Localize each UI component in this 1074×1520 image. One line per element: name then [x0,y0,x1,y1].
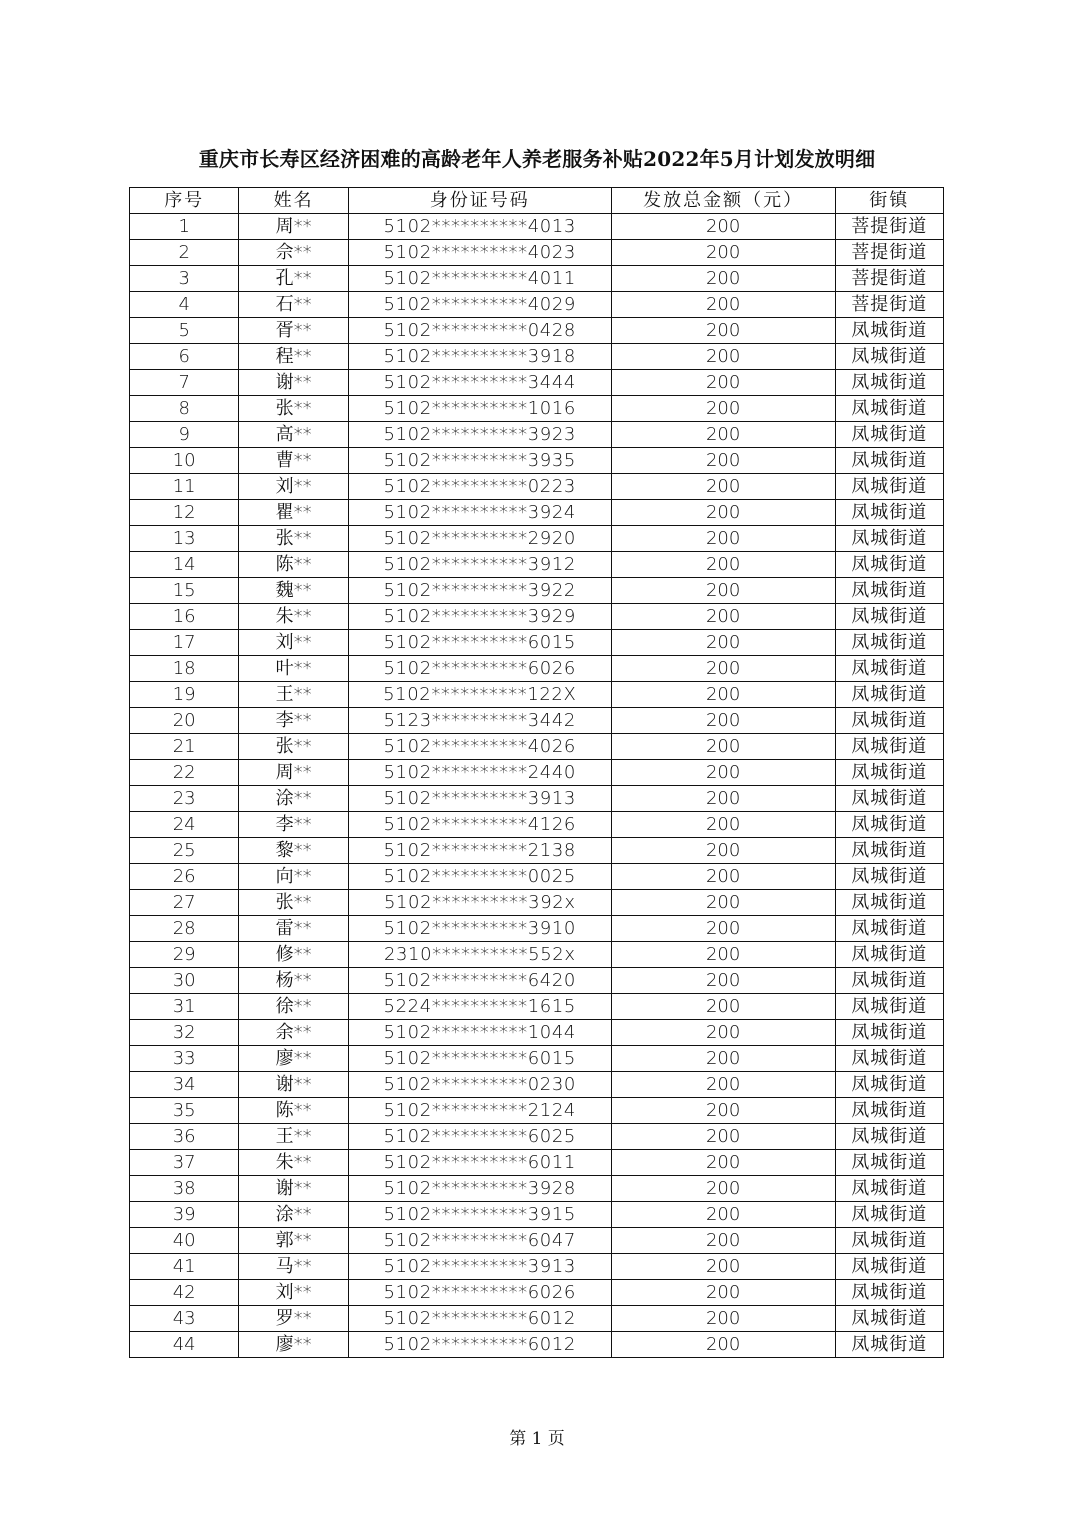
cell-amount: 200 [611,1098,835,1124]
cell-id-number: 5102**********2124 [348,1098,611,1124]
cell-name: 孔** [239,266,348,292]
cell-id-number: 5224**********1615 [348,994,611,1020]
table-row [130,1332,944,1358]
cell-serial-number: 41 [130,1254,239,1280]
cell-street-town: 凤城街道 [835,916,943,942]
table-row [130,760,944,786]
cell-id-number: 5102**********2920 [348,526,611,552]
table-row [130,864,944,890]
cell-amount: 200 [611,474,835,500]
cell-id-number: 5102**********3915 [348,1202,611,1228]
table-row [130,916,944,942]
cell-id-number: 5102**********3918 [348,344,611,370]
cell-id-number: 5102**********122X [348,682,611,708]
table-row [130,266,944,292]
cell-amount: 200 [611,1176,835,1202]
cell-amount: 200 [611,370,835,396]
cell-street-town: 凤城街道 [835,1306,943,1332]
cell-amount: 200 [611,578,835,604]
cell-id-number: 5102**********4126 [348,812,611,838]
cell-amount: 200 [611,214,835,240]
cell-id-number: 5102**********3922 [348,578,611,604]
cell-amount: 200 [611,708,835,734]
cell-street-town: 菩提街道 [835,292,943,318]
table-row [130,396,944,422]
cell-id-number: 5102**********6420 [348,968,611,994]
cell-name: 涂** [239,786,348,812]
cell-name: 李** [239,812,348,838]
cell-serial-number: 17 [130,630,239,656]
cell-amount: 200 [611,760,835,786]
cell-name: 涂** [239,1202,348,1228]
cell-serial-number: 42 [130,1280,239,1306]
cell-name: 叶** [239,656,348,682]
cell-street-town: 凤城街道 [835,526,943,552]
cell-amount: 200 [611,266,835,292]
cell-id-number: 5102**********3923 [348,422,611,448]
cell-name: 廖** [239,1332,348,1358]
cell-name: 高** [239,422,348,448]
cell-serial-number: 30 [130,968,239,994]
cell-id-number: 5102**********6026 [348,1280,611,1306]
cell-serial-number: 32 [130,1020,239,1046]
table-row [130,1254,944,1280]
cell-id-number: 5102**********392x [348,890,611,916]
cell-amount: 200 [611,1306,835,1332]
table-row [130,1306,944,1332]
cell-street-town: 凤城街道 [835,370,943,396]
header-name: 姓名 [239,188,348,214]
cell-amount: 200 [611,1332,835,1358]
cell-street-town: 凤城街道 [835,942,943,968]
cell-amount: 200 [611,630,835,656]
cell-name: 张** [239,890,348,916]
cell-name: 谢** [239,370,348,396]
cell-street-town: 凤城街道 [835,1254,943,1280]
cell-serial-number: 37 [130,1150,239,1176]
cell-id-number: 5102**********2440 [348,760,611,786]
cell-amount: 200 [611,292,835,318]
cell-street-town: 凤城街道 [835,682,943,708]
table-row [130,1072,944,1098]
cell-id-number: 5102**********6025 [348,1124,611,1150]
cell-street-town: 凤城街道 [835,760,943,786]
cell-id-number: 5102**********0223 [348,474,611,500]
table-header-row [130,188,944,214]
cell-street-town: 凤城街道 [835,1176,943,1202]
cell-name: 向** [239,864,348,890]
cell-street-town: 凤城街道 [835,1046,943,1072]
cell-street-town: 凤城街道 [835,656,943,682]
cell-serial-number: 15 [130,578,239,604]
cell-serial-number: 31 [130,994,239,1020]
cell-id-number: 5102**********3910 [348,916,611,942]
cell-id-number: 5102**********0230 [348,1072,611,1098]
cell-serial-number: 33 [130,1046,239,1072]
cell-id-number: 5102**********6012 [348,1306,611,1332]
cell-id-number: 5102**********3929 [348,604,611,630]
cell-serial-number: 14 [130,552,239,578]
table-row [130,214,944,240]
cell-serial-number: 11 [130,474,239,500]
cell-id-number: 5102**********3913 [348,786,611,812]
cell-id-number: 5102**********0428 [348,318,611,344]
cell-serial-number: 13 [130,526,239,552]
cell-street-town: 菩提街道 [835,240,943,266]
cell-id-number: 5102**********6026 [348,656,611,682]
header-serial-number: 序号 [130,188,239,214]
cell-serial-number: 29 [130,942,239,968]
cell-amount: 200 [611,1046,835,1072]
cell-street-town: 凤城街道 [835,552,943,578]
table-row [130,656,944,682]
table-row [130,682,944,708]
cell-name: 张** [239,526,348,552]
table-row [130,526,944,552]
table-row [130,708,944,734]
table-row [130,1280,944,1306]
cell-id-number: 5102**********3913 [348,1254,611,1280]
cell-amount: 200 [611,318,835,344]
cell-amount: 200 [611,916,835,942]
table-row [130,812,944,838]
cell-street-town: 凤城街道 [835,604,943,630]
cell-serial-number: 1 [130,214,239,240]
table-row [130,578,944,604]
cell-amount: 200 [611,890,835,916]
cell-street-town: 凤城街道 [835,1150,943,1176]
cell-serial-number: 44 [130,1332,239,1358]
cell-name: 佘** [239,240,348,266]
cell-amount: 200 [611,1072,835,1098]
cell-street-town: 凤城街道 [835,630,943,656]
page-number: 第 1 页 [509,1429,565,1449]
cell-serial-number: 24 [130,812,239,838]
cell-id-number: 5102**********4029 [348,292,611,318]
table-row [130,240,944,266]
cell-amount: 200 [611,240,835,266]
cell-serial-number: 20 [130,708,239,734]
cell-id-number: 5102**********3924 [348,500,611,526]
cell-name: 张** [239,734,348,760]
cell-serial-number: 25 [130,838,239,864]
cell-street-town: 凤城街道 [835,812,943,838]
cell-amount: 200 [611,344,835,370]
cell-id-number: 5102**********4013 [348,214,611,240]
cell-name: 王** [239,682,348,708]
cell-amount: 200 [611,1228,835,1254]
cell-name: 魏** [239,578,348,604]
header-id-number: 身份证号码 [348,188,611,214]
cell-serial-number: 43 [130,1306,239,1332]
cell-street-town: 凤城街道 [835,708,943,734]
cell-name: 张** [239,396,348,422]
cell-name: 刘** [239,1280,348,1306]
cell-street-town: 凤城街道 [835,864,943,890]
table-row [130,1124,944,1150]
cell-amount: 200 [611,656,835,682]
cell-serial-number: 22 [130,760,239,786]
cell-street-town: 凤城街道 [835,318,943,344]
cell-name: 刘** [239,630,348,656]
cell-street-town: 凤城街道 [835,1202,943,1228]
table-row [130,448,944,474]
cell-serial-number: 26 [130,864,239,890]
cell-name: 雷** [239,916,348,942]
cell-amount: 200 [611,1124,835,1150]
cell-serial-number: 36 [130,1124,239,1150]
cell-street-town: 凤城街道 [835,448,943,474]
cell-id-number: 5102**********6012 [348,1332,611,1358]
cell-serial-number: 39 [130,1202,239,1228]
cell-street-town: 凤城街道 [835,1072,943,1098]
cell-amount: 200 [611,838,835,864]
cell-amount: 200 [611,1202,835,1228]
cell-name: 王** [239,1124,348,1150]
table-row [130,838,944,864]
cell-serial-number: 40 [130,1228,239,1254]
cell-id-number: 5102**********4026 [348,734,611,760]
cell-id-number: 5102**********6015 [348,630,611,656]
cell-serial-number: 6 [130,344,239,370]
cell-street-town: 凤城街道 [835,578,943,604]
header-total-amount: 发放总金额（元） [611,188,835,214]
cell-amount: 200 [611,448,835,474]
table-row [130,344,944,370]
table-row [130,604,944,630]
cell-street-town: 凤城街道 [835,838,943,864]
cell-amount: 200 [611,734,835,760]
cell-serial-number: 9 [130,422,239,448]
cell-serial-number: 16 [130,604,239,630]
cell-amount: 200 [611,500,835,526]
cell-amount: 200 [611,812,835,838]
table-row [130,422,944,448]
table-row [130,1098,944,1124]
cell-street-town: 凤城街道 [835,968,943,994]
cell-street-town: 凤城街道 [835,890,943,916]
cell-serial-number: 5 [130,318,239,344]
cell-serial-number: 27 [130,890,239,916]
table-row [130,370,944,396]
cell-amount: 200 [611,968,835,994]
cell-amount: 200 [611,864,835,890]
cell-street-town: 凤城街道 [835,474,943,500]
cell-amount: 200 [611,1150,835,1176]
cell-serial-number: 18 [130,656,239,682]
table-row [130,292,944,318]
cell-name: 陈** [239,552,348,578]
cell-name: 周** [239,760,348,786]
cell-name: 罗** [239,1306,348,1332]
cell-id-number: 5102**********1044 [348,1020,611,1046]
table-row [130,1020,944,1046]
cell-street-town: 凤城街道 [835,344,943,370]
cell-street-town: 凤城街道 [835,1280,943,1306]
cell-id-number: 5102**********3912 [348,552,611,578]
cell-street-town: 凤城街道 [835,422,943,448]
cell-id-number: 5102**********6015 [348,1046,611,1072]
table-row [130,552,944,578]
cell-street-town: 凤城街道 [835,786,943,812]
cell-name: 谢** [239,1176,348,1202]
cell-street-town: 凤城街道 [835,1332,943,1358]
subsidy-table [129,187,944,1358]
cell-street-town: 凤城街道 [835,396,943,422]
cell-name: 朱** [239,604,348,630]
cell-street-town: 凤城街道 [835,500,943,526]
cell-name: 谢** [239,1072,348,1098]
table-row [130,474,944,500]
cell-serial-number: 3 [130,266,239,292]
cell-id-number: 2310**********552x [348,942,611,968]
cell-id-number: 5102**********6047 [348,1228,611,1254]
cell-amount: 200 [611,396,835,422]
table-row [130,786,944,812]
cell-id-number: 5102**********6011 [348,1150,611,1176]
cell-id-number: 5102**********0025 [348,864,611,890]
table-row [130,968,944,994]
cell-name: 黎** [239,838,348,864]
cell-id-number: 5102**********4011 [348,266,611,292]
cell-serial-number: 21 [130,734,239,760]
cell-serial-number: 19 [130,682,239,708]
table-row [130,1228,944,1254]
cell-name: 曹** [239,448,348,474]
table-row [130,1150,944,1176]
table-row [130,994,944,1020]
cell-amount: 200 [611,682,835,708]
cell-name: 余** [239,1020,348,1046]
cell-street-town: 凤城街道 [835,994,943,1020]
cell-name: 徐** [239,994,348,1020]
cell-id-number: 5102**********1016 [348,396,611,422]
cell-serial-number: 2 [130,240,239,266]
cell-amount: 200 [611,1280,835,1306]
cell-street-town: 凤城街道 [835,1098,943,1124]
cell-name: 修** [239,942,348,968]
cell-id-number: 5102**********3935 [348,448,611,474]
cell-id-number: 5102**********4023 [348,240,611,266]
cell-amount: 200 [611,422,835,448]
cell-street-town: 凤城街道 [835,1124,943,1150]
cell-amount: 200 [611,526,835,552]
cell-amount: 200 [611,942,835,968]
table-row [130,500,944,526]
table-row [130,318,944,344]
cell-amount: 200 [611,994,835,1020]
cell-street-town: 凤城街道 [835,734,943,760]
cell-name: 陈** [239,1098,348,1124]
cell-street-town: 菩提街道 [835,214,943,240]
cell-name: 廖** [239,1046,348,1072]
table-row [130,1046,944,1072]
cell-amount: 200 [611,604,835,630]
cell-street-town: 凤城街道 [835,1020,943,1046]
cell-street-town: 菩提街道 [835,266,943,292]
cell-serial-number: 12 [130,500,239,526]
cell-amount: 200 [611,1254,835,1280]
cell-name: 胥** [239,318,348,344]
cell-name: 刘** [239,474,348,500]
cell-serial-number: 34 [130,1072,239,1098]
header-street-town: 街镇 [835,188,943,214]
cell-name: 马** [239,1254,348,1280]
cell-id-number: 5102**********3444 [348,370,611,396]
cell-name: 程** [239,344,348,370]
cell-serial-number: 7 [130,370,239,396]
cell-street-town: 凤城街道 [835,1228,943,1254]
cell-name: 瞿** [239,500,348,526]
table-row [130,1176,944,1202]
cell-name: 朱** [239,1150,348,1176]
cell-serial-number: 28 [130,916,239,942]
table-row [130,1202,944,1228]
cell-name: 杨** [239,968,348,994]
cell-name: 李** [239,708,348,734]
cell-amount: 200 [611,786,835,812]
cell-serial-number: 23 [130,786,239,812]
cell-serial-number: 8 [130,396,239,422]
cell-id-number: 5102**********2138 [348,838,611,864]
table-row [130,890,944,916]
table-row [130,734,944,760]
cell-name: 石** [239,292,348,318]
cell-name: 周** [239,214,348,240]
cell-serial-number: 10 [130,448,239,474]
table-body [130,214,944,1358]
cell-serial-number: 4 [130,292,239,318]
cell-amount: 200 [611,1020,835,1046]
cell-id-number: 5102**********3928 [348,1176,611,1202]
table-row [130,630,944,656]
table-row [130,942,944,968]
cell-serial-number: 38 [130,1176,239,1202]
cell-serial-number: 35 [130,1098,239,1124]
cell-name: 郭** [239,1228,348,1254]
cell-amount: 200 [611,552,835,578]
cell-id-number: 5123**********3442 [348,708,611,734]
page-title: 重庆市长寿区经济困难的高龄老年人养老服务补贴2022年5月计划发放明细 [198,147,876,171]
